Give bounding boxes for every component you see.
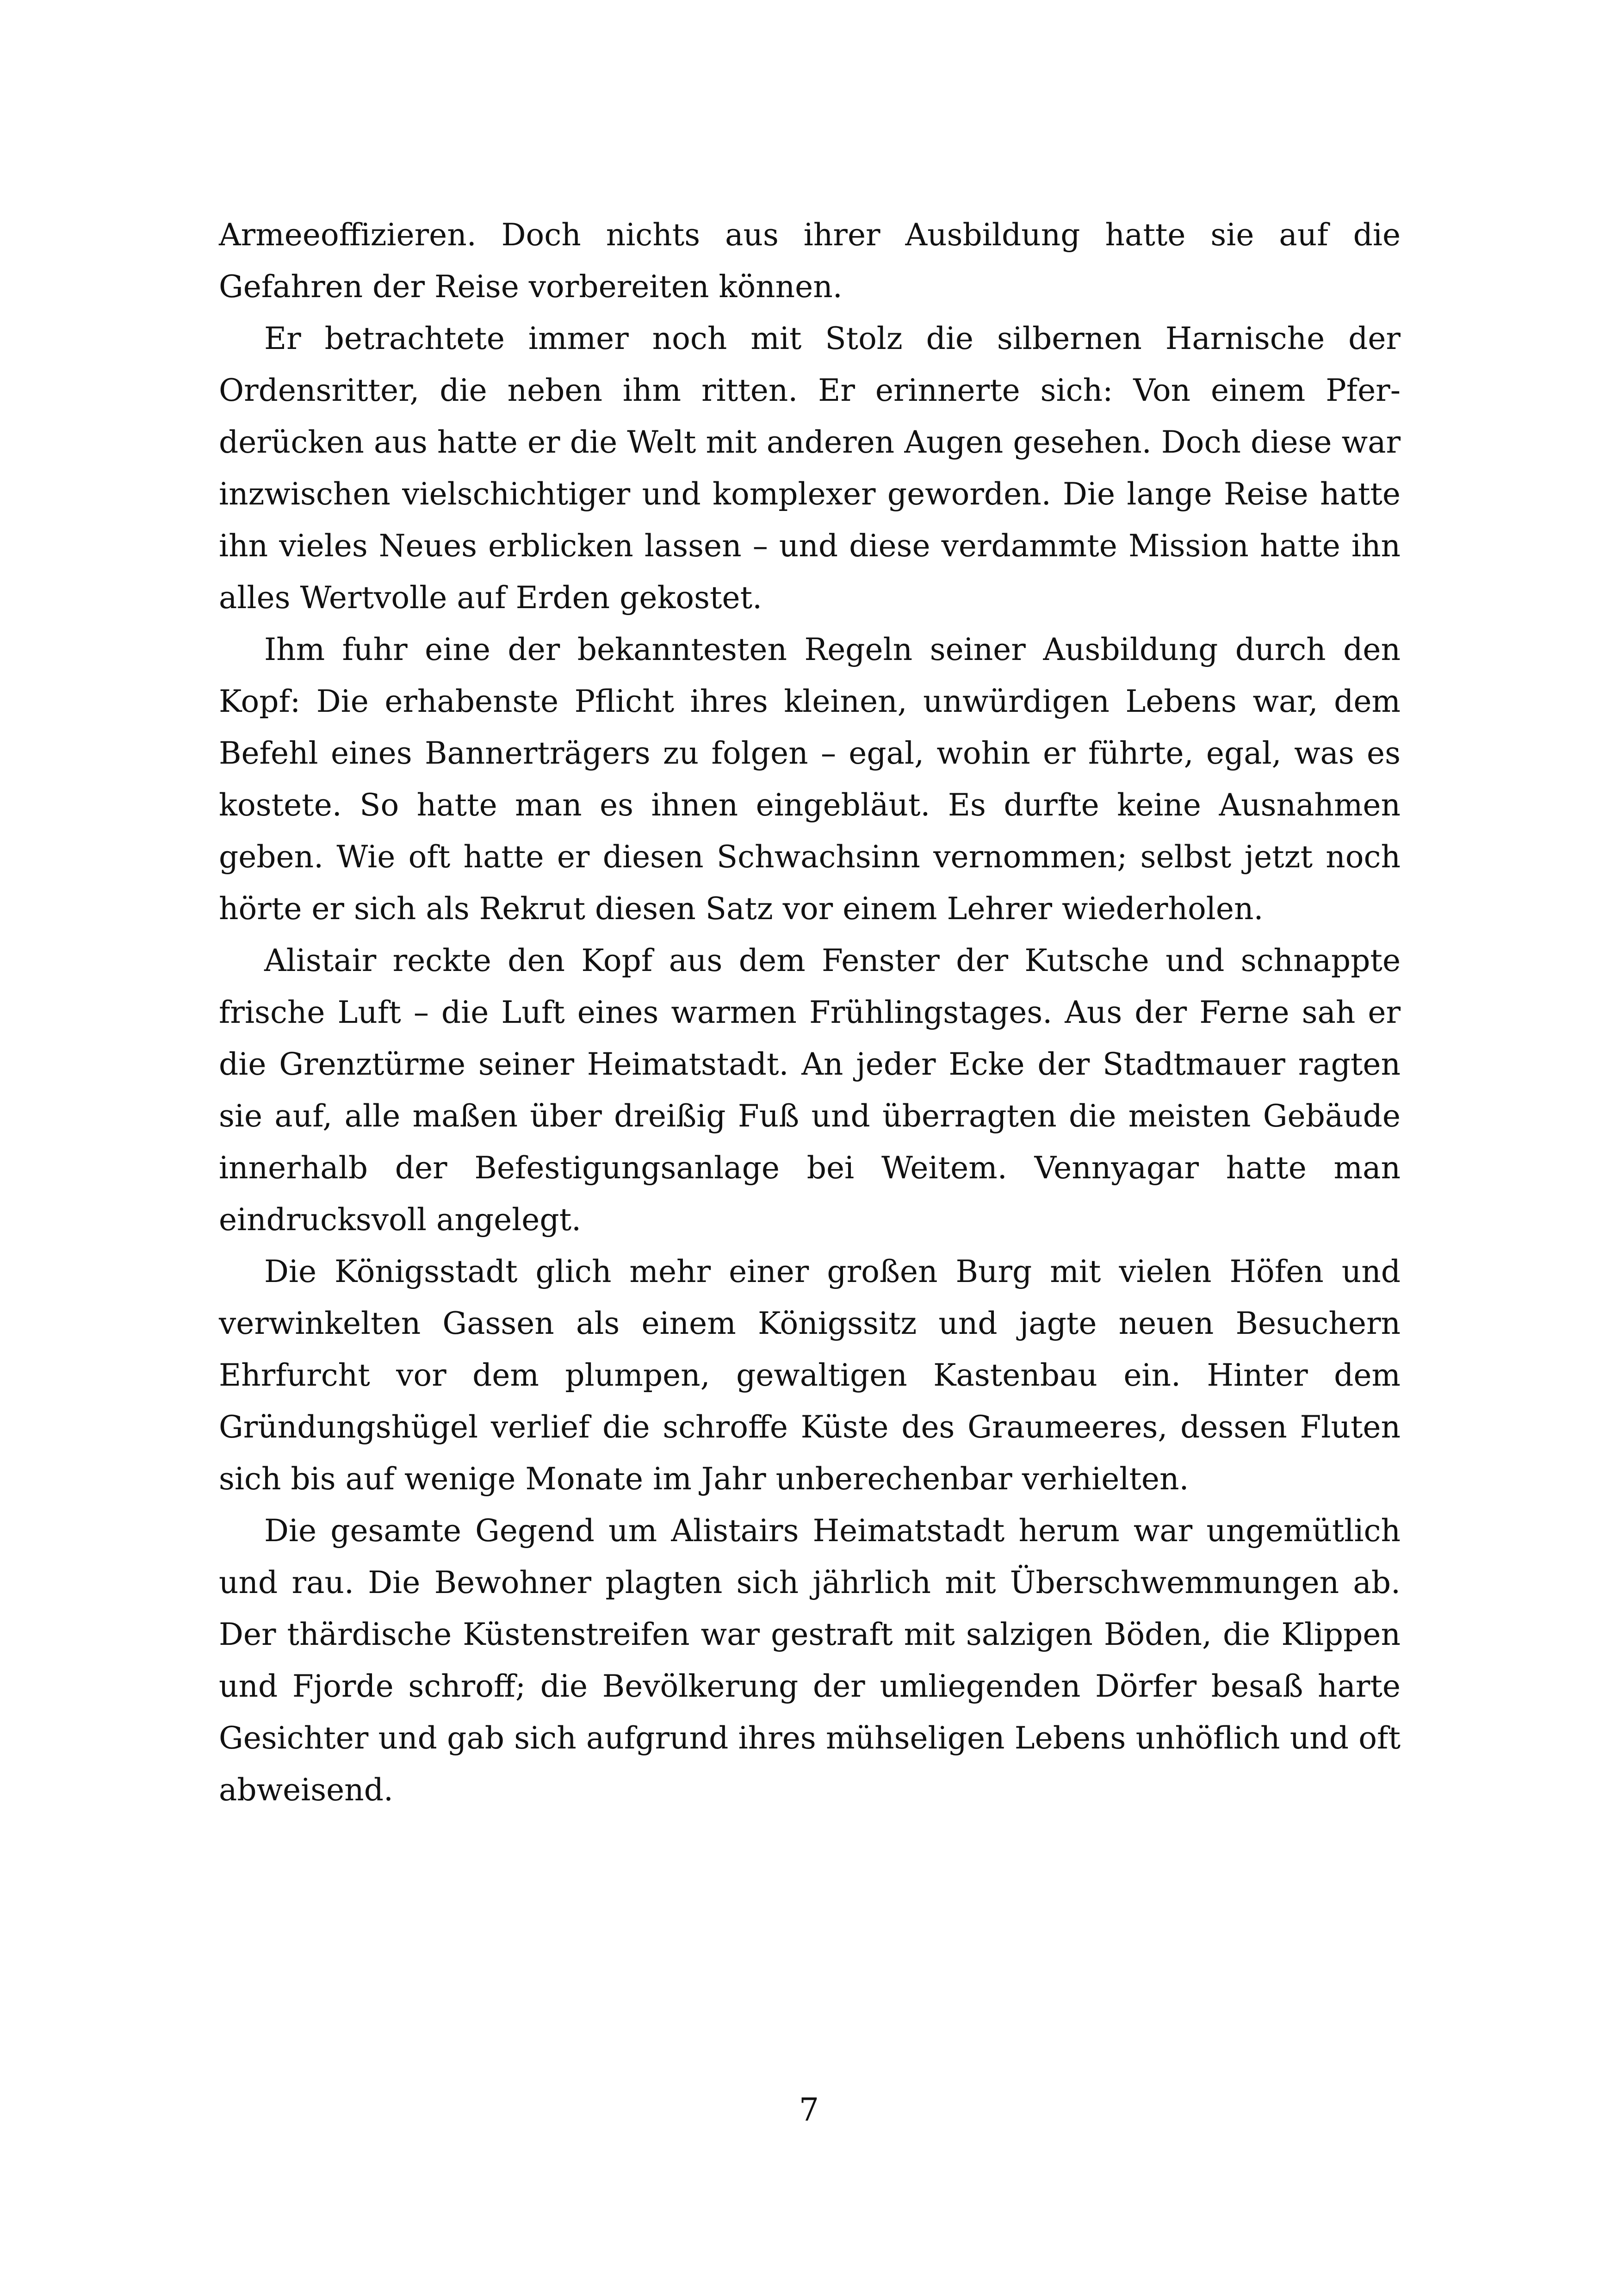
paragraph: Die Königsstadt glich mehr einer großen Burg mit vielen Höfen und verwinkelten Gassen als einem Königssitz und jagte neuen Besuchern Ehrfurcht vor dem plumpen, gewaltigen Kastenbau ein. Hinter dem Gründungshügel verlief die schroffe Küste des Graumeeres, dessen Fluten sich bis auf wenige Monate im Jahr unberechenbar verhielten.: [219, 1254, 1401, 1497]
page-number: 7: [799, 2092, 819, 2128]
paragraph: Alistair reckte den Kopf aus dem Fenster der Kutsche und schnappte frische Luft – die Luft eines warmen Frühlingstages. Aus der Ferne sah er die Grenztürme seiner Heimatstadt. An jeder Ecke der Stadtmauer ragten sie auf, alle maßen über dreißig Fuß und überragten die meisten Gebäude innerhalb der Befestigungsanlage bei Weitem. Vennyagar hatte man eindrucksvoll angelegt.: [219, 943, 1401, 1238]
body-text: [219, 209, 1401, 1816]
paragraph: Armeeoffizieren. Doch nichts aus ihrer Ausbildung hatte sie auf die Gefahren der Reise vorbereiten können.: [219, 217, 1401, 305]
paragraph: Die gesamte Gegend um Alistairs Heimatstadt herum war ungemütlich und rau. Die Bewohner plagten sich jährlich mit Überschwemmungen ab. Der thärdische Küstenstreifen war gestraft mit salzigen Böden, die Klippen und Fjorde schroff; die Bevölkerung der umliegenden Dörfer besaß harte Gesichter und gab sich aufgrund ihres mühseligen Lebens unhöflich und oft abweisend.: [219, 1513, 1401, 1808]
paragraph: Er betrachtete immer noch mit Stolz die silbernen Harnische der Ordensritter, die neben ihm ritten. Er erinnerte sich: Von einem Pferderücken aus hatte er die Welt mit anderen Augen gesehen. Doch diese war inzwischen vielschichtiger und komplexer geworden. Die lange Reise hatte ihn vieles Neues erblicken lassen – und diese verdammte Mission hatte ihn alles Wertvolle auf Erden gekostet.: [219, 321, 1401, 616]
paragraph: Ihm fuhr eine der bekanntesten Regeln seiner Ausbildung durch den Kopf: Die erhabenste Pflicht ihres kleinen, unwürdigen Lebens war, dem Befehl eines Bannerträgers zu folgen – egal, wohin er führte, egal, was es kostete. So hatte man es ihnen eingebläut. Es durfte keine Ausnahmen geben. Wie oft hatte er diesen Schwachsinn vernommen; selbst jetzt noch hörte er sich als Rekrut diesen Satz vor einem Lehrer wiederholen.: [219, 632, 1401, 927]
